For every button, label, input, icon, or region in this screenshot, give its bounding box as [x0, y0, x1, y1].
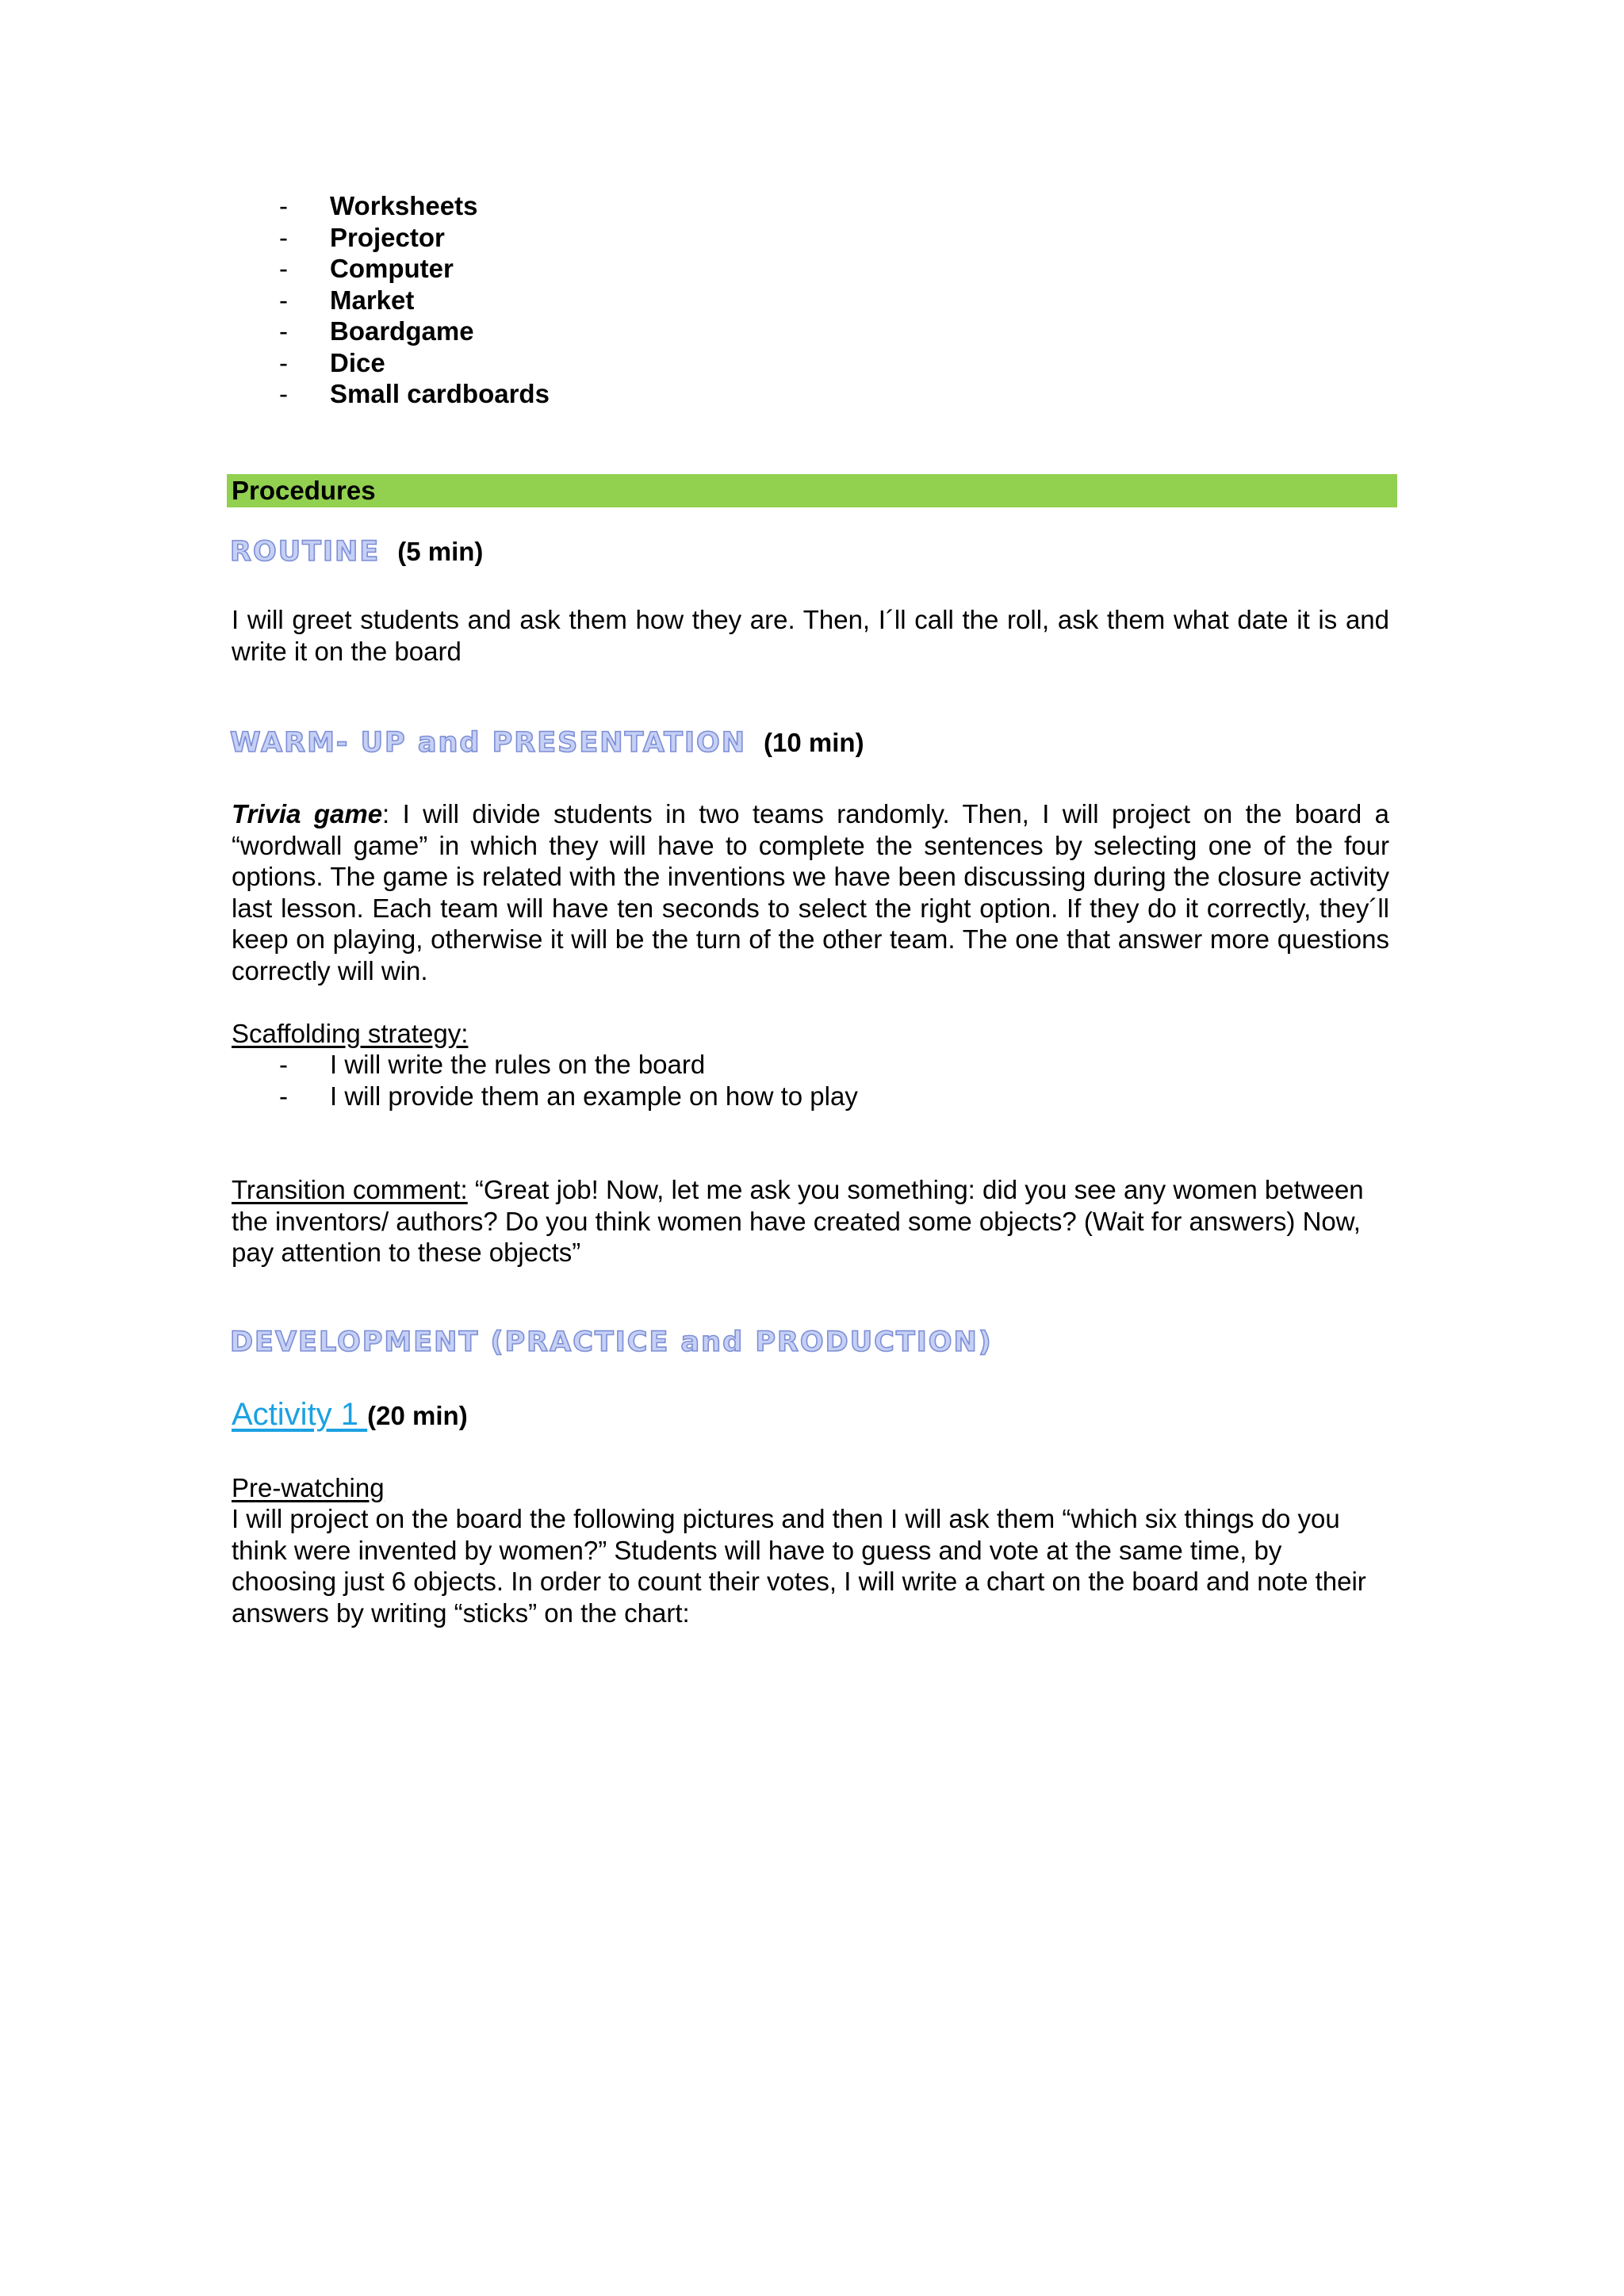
- activity-1-heading: [232, 1397, 468, 1433]
- list-item: [279, 253, 550, 285]
- list-item: [279, 222, 550, 254]
- list-dash: -: [279, 316, 288, 346]
- routine-text: I will greet students and ask them how they are. Then, I´ll call the roll, ask them what date it is and write it on the board: [232, 605, 1389, 666]
- warmup-heading: [230, 727, 864, 759]
- activity-1-time: (20 min): [367, 1401, 468, 1430]
- list-item: [279, 316, 550, 347]
- scaffolding-item: I will write the rules on the board: [330, 1050, 706, 1079]
- list-dash: -: [279, 254, 288, 283]
- material-item: Projector: [330, 222, 445, 252]
- procedures-header: Procedures: [227, 474, 1397, 507]
- material-item: Boardgame: [330, 316, 474, 346]
- scaffolding-list: [279, 1049, 858, 1112]
- list-item: [279, 347, 550, 379]
- list-dash: -: [279, 191, 288, 220]
- list-item: [279, 285, 550, 316]
- activity-1-text: I will project on the board the following pictures and then I will ask them “which six things do you think were invented by women?” Students will have to guess and vote at the same time, by choosing just 6 objects. In order to count their votes, I will write a chart on the board and note their answers by writing “sticks” on the chart:: [232, 1504, 1366, 1628]
- scaffolding-label-text: Scaffolding strategy:: [232, 1019, 469, 1048]
- list-dash: -: [279, 379, 288, 408]
- material-item: Worksheets: [330, 191, 478, 220]
- development-title: DEVELOPMENT (PRACTICE and PRODUCTION): [230, 1326, 993, 1358]
- pre-watching-label: [232, 1472, 1389, 1504]
- warmup-time: (10 min): [764, 728, 864, 757]
- pre-watching-label-text: Pre-watching: [232, 1473, 385, 1502]
- scaffolding-item: I will provide them an example on how to play: [330, 1081, 858, 1111]
- material-item: Dice: [330, 347, 385, 377]
- activity-1-title: Activity 1: [232, 1397, 368, 1432]
- list-dash: -: [279, 1050, 288, 1079]
- transition-text: “Great job! Now, let me ask you something: did you see any women between the inventors/ authors? Do you think women have created some objects? (Wait for answers) Now, pay attention to these objects”: [232, 1175, 1364, 1267]
- list-dash: -: [279, 285, 288, 315]
- materials-list: [279, 190, 550, 410]
- scaffolding-label: [232, 1018, 1389, 1050]
- transition-label: Transition comment:: [232, 1175, 468, 1204]
- material-item: Market: [330, 285, 415, 315]
- list-item: [279, 1081, 858, 1112]
- warmup-paragraph: [232, 798, 1389, 986]
- routine-time: (5 min): [397, 537, 484, 566]
- routine-heading: [230, 536, 483, 568]
- transition-paragraph: [232, 1174, 1389, 1269]
- material-item: Small cardboards: [330, 379, 550, 408]
- warmup-text: : I will divide students in two teams randomly. Then, I will project on the board a “wordwall game” in which they will have to complete the sentences by selecting one of the four options. The game is related with the inventions we have been discussing during the closure activity last lesson. Each team will have ten seconds to select the right option. If they do it correctly, they´ll keep on playing, otherwise it will be the turn of the other team. The one that answer more questions correctly will win.: [232, 799, 1389, 985]
- development-heading: [230, 1326, 993, 1358]
- list-dash: -: [279, 1081, 288, 1111]
- list-item: [279, 190, 550, 222]
- list-item: [279, 1049, 858, 1081]
- list-dash: -: [279, 222, 288, 252]
- list-dash: -: [279, 347, 288, 377]
- material-item: Computer: [330, 254, 454, 283]
- warmup-title: WARM- UP and PRESENTATION: [230, 727, 747, 759]
- trivia-game-lead: Trivia game: [232, 799, 383, 828]
- routine-title: ROUTINE: [230, 536, 381, 568]
- list-item: [279, 378, 550, 410]
